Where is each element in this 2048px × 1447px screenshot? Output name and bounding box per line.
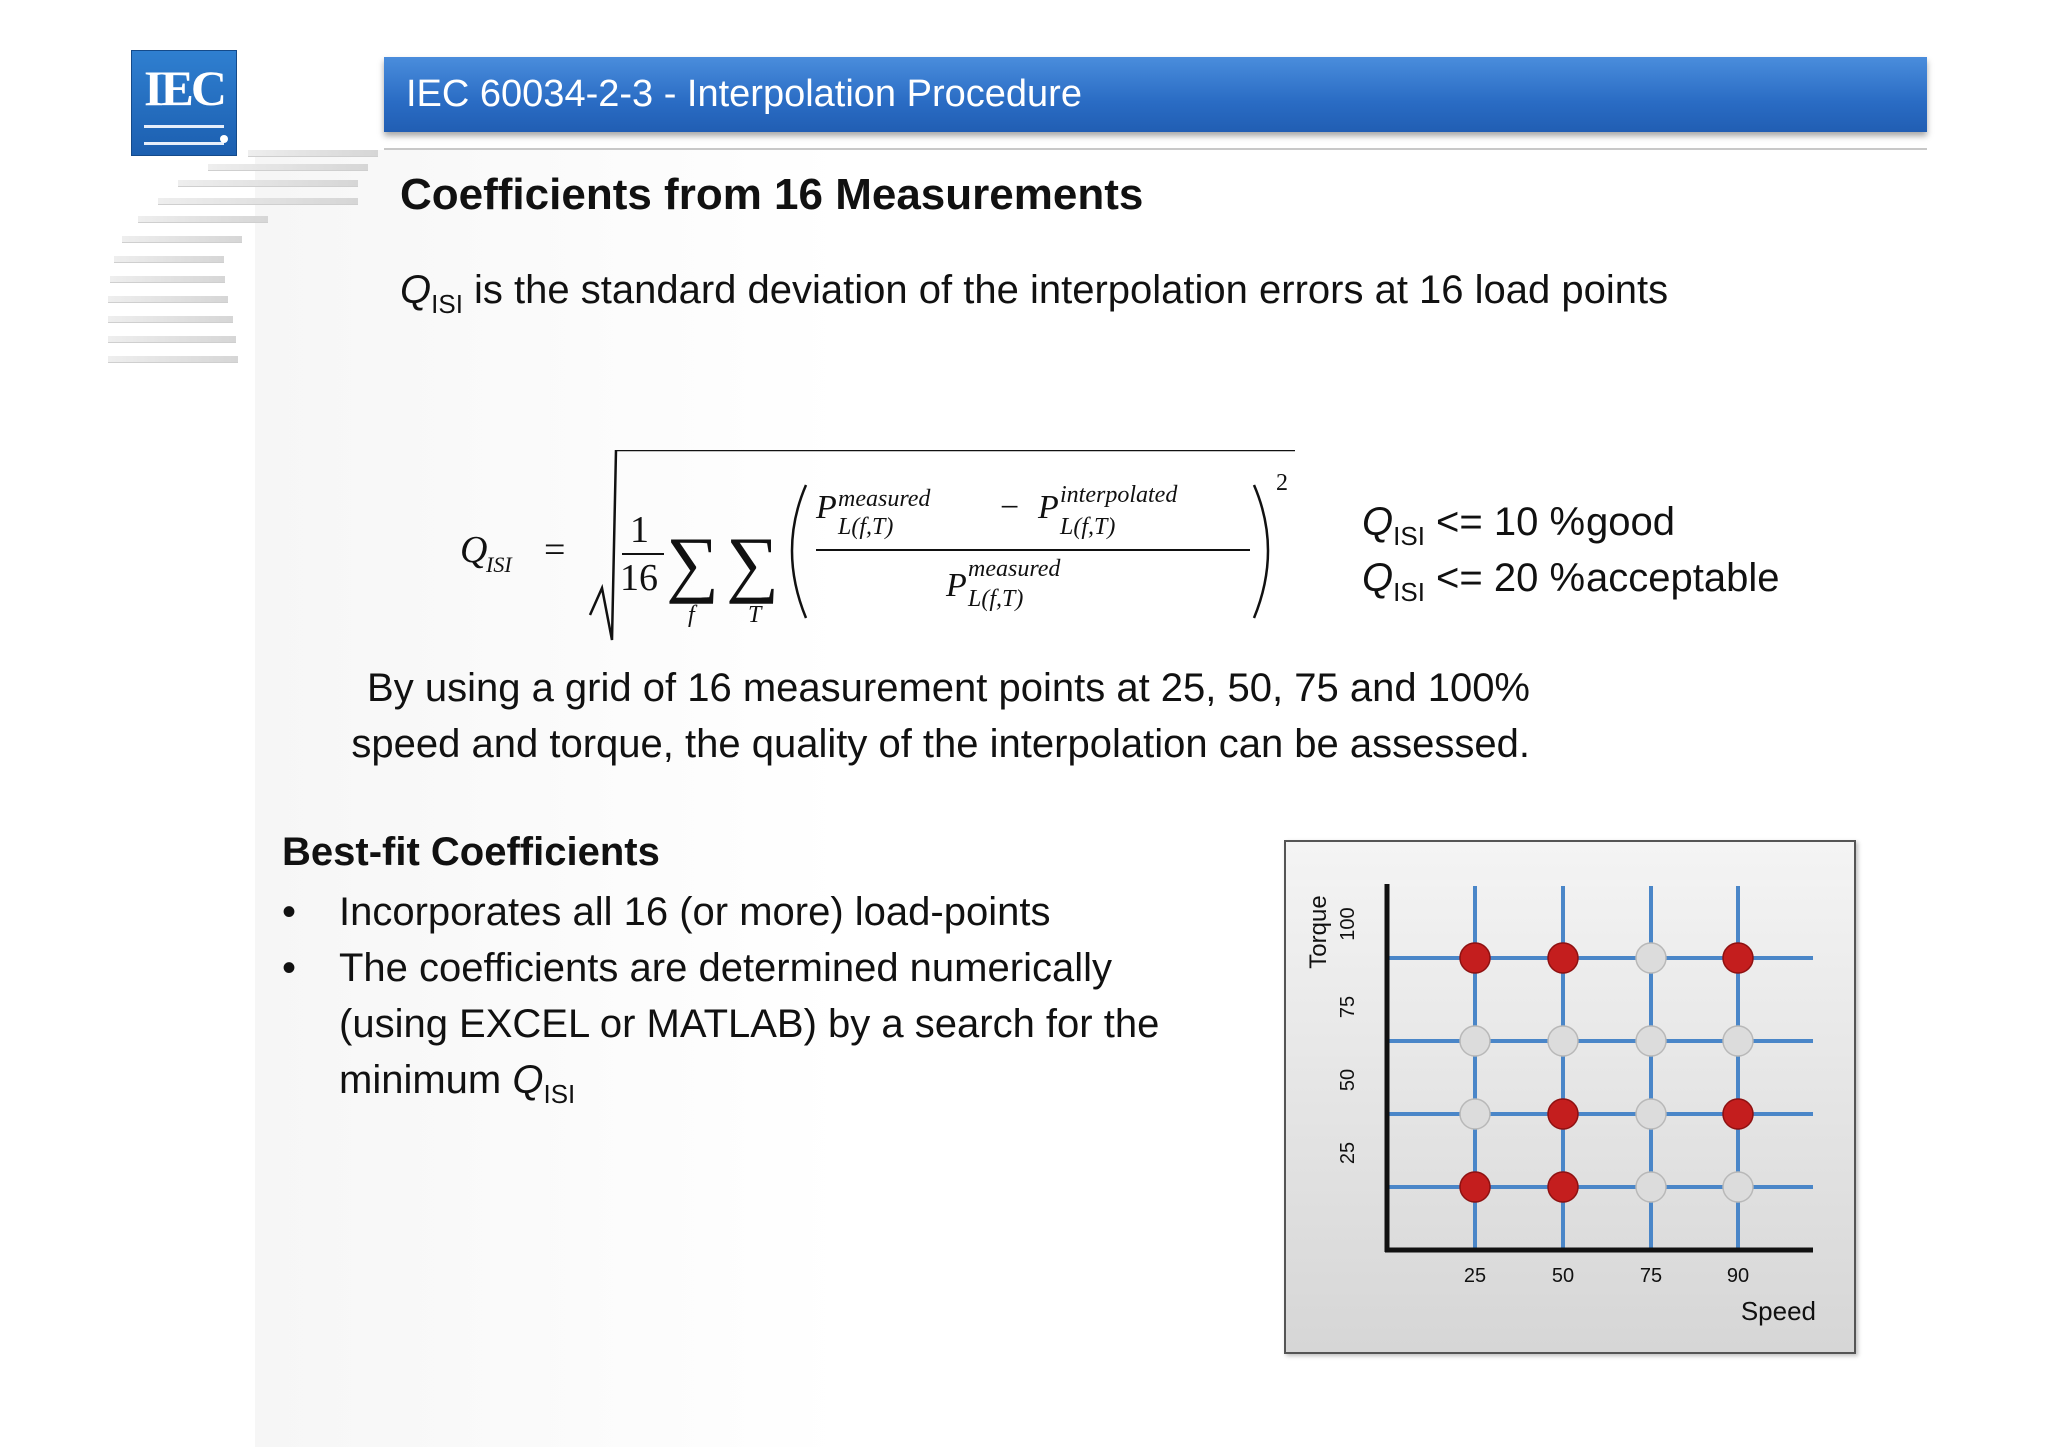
- criterion-q-sub: ISI: [1393, 521, 1425, 551]
- criterion-good: [1362, 500, 1779, 556]
- logo-dot: [220, 135, 228, 143]
- formula-minus: −: [1000, 489, 1020, 526]
- section-heading: Coefficients from 16 Measurements: [400, 170, 1144, 219]
- q-subscript: ISI: [431, 289, 463, 319]
- bullet-text-last: [339, 1052, 1212, 1122]
- stair-step: [178, 180, 358, 187]
- stair-step: [114, 256, 224, 263]
- measurement-point-selected: [1460, 943, 1490, 973]
- y-axis-label: Torque: [1305, 895, 1332, 969]
- p-measured-num: P: [816, 489, 837, 526]
- criterion-q-sub: ISI: [1393, 577, 1425, 607]
- qisi-definition-text: is the standard deviation of the interpolation errors at 16 load points: [474, 268, 1669, 312]
- paragraph-line-1: By using a grid of 16 measurement points at 25, 50, 75 and 100%: [367, 666, 1530, 710]
- sum-sub-f: f: [688, 602, 695, 628]
- measurement-point-unselected: [1548, 1026, 1578, 1056]
- quality-criteria: [1362, 500, 1779, 612]
- title-bar: [384, 57, 1927, 132]
- measurement-grid-diagram: [1284, 840, 1856, 1354]
- measurement-point-unselected: [1636, 1172, 1666, 1202]
- measurement-point-unselected: [1723, 1026, 1753, 1056]
- measurement-point-selected: [1723, 1099, 1753, 1129]
- criterion-threshold: <= 20 %: [1436, 556, 1586, 600]
- measurement-point-selected: [1460, 1172, 1490, 1202]
- criterion-label: acceptable: [1586, 556, 1780, 600]
- sup-measured-den: measured: [968, 556, 1061, 582]
- measurement-point-unselected: [1636, 943, 1666, 973]
- q-symbol: Q: [512, 1058, 544, 1102]
- q-symbol: Q: [400, 268, 432, 312]
- bullet-text-prefix: minimum: [339, 1058, 513, 1102]
- x-axis-label: Speed: [1740, 1296, 1816, 1326]
- stair-step: [108, 316, 233, 323]
- formula-equals: =: [544, 529, 566, 571]
- list-item: [282, 884, 1212, 940]
- sub-lft-num-1: L(f,T): [838, 514, 894, 540]
- right-paren: [1254, 485, 1268, 618]
- sub-lft-num-2: L(f,T): [1060, 514, 1116, 540]
- bullet-text: (using EXCEL or MATLAB) by a search for the: [339, 1002, 1160, 1046]
- best-fit-list: [282, 884, 1212, 1122]
- y-tick-label: 100: [1337, 907, 1359, 941]
- p-interpolated: P: [1038, 489, 1059, 526]
- stair-step: [208, 164, 368, 171]
- criterion-acceptable: [1362, 556, 1779, 612]
- bullet-text: Incorporates all 16 (or more) load-points: [339, 890, 1051, 934]
- sum-sub-t: T: [748, 602, 762, 628]
- measurement-point-selected: [1548, 1099, 1578, 1129]
- stair-step: [108, 356, 238, 363]
- bullet-icon: •: [282, 890, 297, 934]
- measurement-point-selected: [1548, 943, 1578, 973]
- measurement-point-selected: [1548, 1172, 1578, 1202]
- grid-explanation: [270, 660, 1530, 772]
- bullet-text: The coefficients are determined numerically: [339, 946, 1112, 990]
- logo-lines: [144, 125, 224, 145]
- left-paren: [792, 485, 806, 618]
- measurement-point-unselected: [1636, 1026, 1666, 1056]
- stair-step: [108, 336, 236, 343]
- stair-step: [122, 236, 242, 243]
- title-divider: [384, 148, 1927, 150]
- y-tick-label: 25: [1337, 1141, 1359, 1165]
- criterion-threshold: <= 10 %: [1436, 500, 1586, 544]
- measurement-grid-svg: [1286, 842, 1854, 1352]
- x-tick-label: 90: [1726, 1265, 1750, 1287]
- stair-step: [138, 216, 268, 223]
- criterion-q-symbol: Q: [1362, 556, 1394, 600]
- x-tick-label: 75: [1639, 1265, 1663, 1287]
- qisi-definition: [400, 268, 1668, 320]
- measurement-point-unselected: [1460, 1099, 1490, 1129]
- iec-logo: [131, 50, 237, 156]
- stair-step: [158, 198, 358, 205]
- fraction-numerator: 1: [630, 509, 649, 551]
- slide-title: IEC 60034-2-3 - Interpolation Procedure: [406, 73, 1082, 115]
- measurement-point-unselected: [1723, 1172, 1753, 1202]
- measurement-point-unselected: [1460, 1026, 1490, 1056]
- sum-symbol-t: ∑: [726, 523, 779, 605]
- sub-lft-den: L(f,T): [968, 586, 1024, 612]
- formula-lhs: Q: [460, 529, 488, 571]
- fraction-denominator: 16: [620, 557, 658, 599]
- list-item: [282, 940, 1212, 1122]
- bullet-icon: •: [282, 946, 297, 990]
- measurement-point-unselected: [1636, 1099, 1666, 1129]
- sum-symbol-f: ∑: [666, 523, 719, 605]
- criterion-q-symbol: Q: [1362, 500, 1394, 544]
- x-tick-label: 25: [1463, 1265, 1487, 1287]
- x-tick-label: 50: [1551, 1265, 1575, 1287]
- y-tick-label: 50: [1337, 1068, 1359, 1092]
- p-measured-den: P: [946, 567, 967, 604]
- sup-interpolated: interpolated: [1060, 482, 1178, 508]
- formula-power: 2: [1276, 470, 1288, 496]
- logo-text: IEC: [144, 60, 224, 116]
- best-fit-heading: Best-fit Coefficients: [282, 830, 660, 874]
- criterion-q: [1362, 556, 1436, 608]
- paragraph-line-2: speed and torque, the quality of the interpolation can be assessed.: [351, 722, 1530, 766]
- stair-step: [108, 296, 228, 303]
- qisi-formula: [460, 450, 1320, 650]
- stair-step: [248, 150, 378, 157]
- formula-lhs-sub: ISI: [486, 552, 512, 577]
- criterion-q: [1362, 500, 1436, 552]
- criterion-label: good: [1586, 500, 1675, 544]
- stair-step: [110, 276, 225, 283]
- q-subscript: ISI: [543, 1079, 576, 1109]
- measurement-point-selected: [1723, 943, 1753, 973]
- y-tick-label: 75: [1337, 995, 1359, 1019]
- sup-measured-num: measured: [838, 486, 931, 512]
